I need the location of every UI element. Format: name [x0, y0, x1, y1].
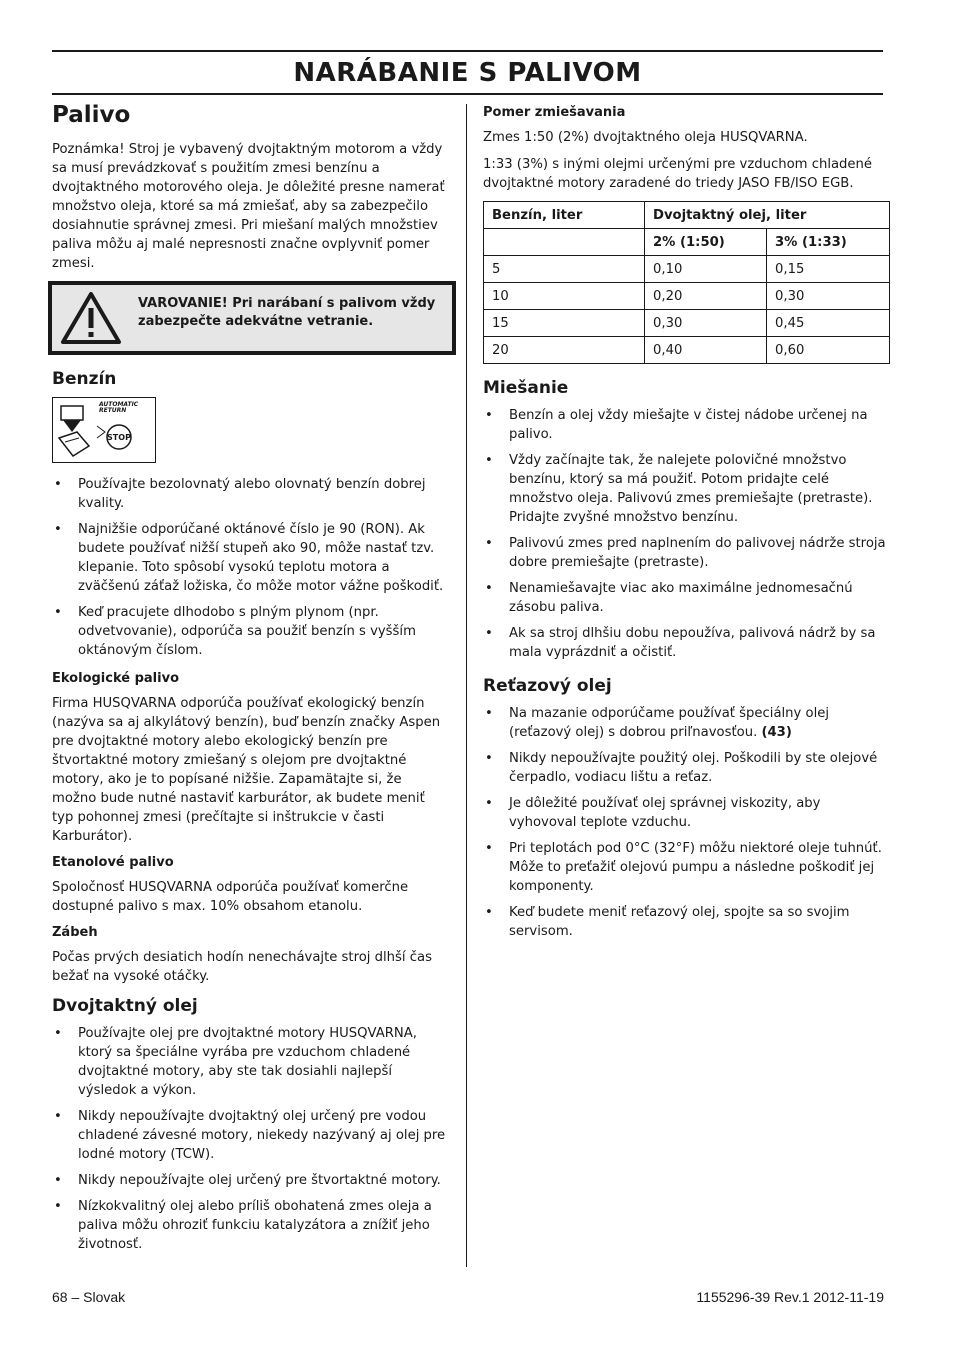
table-row [484, 256, 890, 283]
left-column [52, 100, 450, 1264]
list-item: • Používajte olej pre dvojtaktné motory HUSQVARNA, ktorý sa špeciálne vyrába pre vzduchom chladené dvojtaktné motory, aby ste tak dosiahli najlepší výsledok a výkon. [54, 1026, 417, 1098]
dvojtaktny-list [52, 1024, 450, 1254]
subheading-pomer: Pomer zmiešavania [483, 105, 626, 120]
list-item: • Keď budete meniť reťazový olej, spojte sa so svojim servisom. [485, 905, 850, 939]
footer-doc-id: 1155296-39 Rev.1 2012-11-19 [696, 1289, 884, 1305]
section-heading-benzin: Benzín [52, 369, 117, 389]
table-cell: 5 [484, 256, 645, 283]
list-item: • Keď pracujete dlhodobo s plným plynom (npr. odvetvovanie), odporúča sa použiť benzín s vyšším oktánovým číslom. [54, 605, 416, 658]
section-heading-palivo: Palivo [52, 102, 131, 128]
table-cell: 20 [484, 337, 645, 364]
list-item: • Pri teplotách pod 0°C (32°F) môžu niektoré oleje tuhnúť. Môže to preťažiť olejovú pumpu a následne poškodiť jej komponenty. [485, 841, 882, 894]
warning-text: VAROVANIE! Pri narábaní s palivom vždy zabezpečte adekvátne vetranie. [138, 296, 436, 329]
page-title: NARÁBANIE S PALIVOM [293, 58, 642, 88]
mix-ratio-table [483, 201, 890, 364]
retazovy-list [483, 704, 889, 941]
table-row [484, 310, 890, 337]
miesanie-list [483, 406, 889, 662]
table-row [484, 283, 890, 310]
table-cell: 0,15 [767, 256, 890, 283]
list-item: • Vždy začínajte tak, že nalejete polovičné množstvo benzínu, ktorý sa má použiť. Potom pridajte celé množstvo oleja. Palivovú zmes premiešajte (pretraste). Pridajte zvyšné množstvo benzínu. [485, 453, 873, 525]
subheading-etanol: Etanolové palivo [52, 855, 174, 870]
column-divider [466, 104, 467, 1267]
list-item: • Benzín a olej vždy miešajte v čistej nádobe určenej na palivo. [485, 408, 868, 442]
list-item: • Nízkokvalitný olej alebo príliš obohatená zmes oleja a paliva môžu ohroziť funkciu katalyzátora a znížiť jeho životnosť. [54, 1199, 432, 1252]
section-heading-miesanie: Miešanie [483, 378, 569, 398]
table-subheader-empty [484, 229, 645, 256]
warning-box [48, 281, 456, 355]
subheading-zabeh: Zábeh [52, 925, 98, 940]
list-item: • Nikdy nepoužívajte olej určený pre štvortaktné motory. [54, 1173, 441, 1188]
list-item: • Nikdy nepoužívajte dvojtaktný olej určený pre vodou chladené závesné motory, niekedy nazývaný aj olej pre lodné motory (TCW). [54, 1109, 446, 1162]
section-heading-retazovy: Reťazový olej [483, 676, 612, 696]
section-heading-dvojtaktny: Dvojtaktný olej [52, 996, 198, 1016]
zabeh-text: Počas prvých desiatich hodín nenechávajte stroj dlhší čas bežať na vysoké otáčky. [52, 950, 432, 984]
table-cell: 0,30 [767, 283, 890, 310]
warning-triangle-icon [60, 291, 122, 345]
pomer-text-2: 1:33 (3%) s inými olejmi určenými pre vzduchom chladené dvojtaktné motory zaradené do triedy JASO FB/ISO EGB. [483, 157, 873, 191]
table-row [484, 337, 890, 364]
pomer-text-1: Zmes 1:50 (2%) dvojtaktného oleja HUSQVARNA. [483, 130, 808, 145]
subheading-eko: Ekologické palivo [52, 671, 179, 686]
figure-reference: (43) [761, 725, 792, 740]
palivo-note: Poznámka! Stroj je vybavený dvojtaktným motorom a vždy sa musí prevádzkovať s použitím zmesi benzínu a dvojtaktného motorového oleja. Je dôležité presne namerať množstvo oleja, ktoré sa má zmiešať, aby sa zabezpečilo dosiahnutie správnej zmesi. Pri miešaní malých množstiev paliva môžu aj malé nepresnosti značne ovplyvniť pomer zmesi. [52, 142, 445, 271]
list-item: • Nikdy nepoužívajte použitý olej. Poškodili by ste olejové čerpadlo, vodiacu lištu a reťaz. [485, 751, 878, 785]
table-cell: 0,40 [645, 337, 767, 364]
table-cell: 0,45 [767, 310, 890, 337]
eko-text: Firma HUSQVARNA odporúča používať ekologický benzín (nazýva sa aj alkylátový benzín), buď benzín značky Aspen pre dvojtaktné motory alebo ekologický benzín pre štvortaktné motory zmiešaný s olejom pre dvojtaktné motory, ako je to popísané nižšie. Zapamätajte si, že možno bude nutné nastaviť karburátor, ak budete meniť typ pohonnej zmesi (prečítajte si inštrukcie v časti Karburátor). [52, 696, 441, 844]
list-item: • Na mazanie odporúčame používať špeciálny olej (reťazový olej) s dobrou priľnavosťou. (43) [485, 706, 830, 740]
top-rule [52, 50, 883, 52]
list-item: • Používajte bezolovnatý alebo olovnatý benzín dobrej kvality. [54, 477, 426, 511]
list-item: • Najnižšie odporúčané oktánové číslo je 90 (RON). Ak budete používať nižší stupeň ako 90, môže nastať tzv. klepanie. Toto spôsobí vysokú teplotu motora a zväčšenú záťaž ložiska, čo môže motor vážne poškodiť. [54, 522, 444, 594]
title-rule [52, 93, 883, 95]
list-item: • Je dôležité používať olej správnej viskozity, aby vyhovoval teplote vzduchu. [485, 796, 821, 830]
list-item: • Ak sa stroj dlhšiu dobu nepoužíva, palivová nádrž by sa mala vyprázdniť a očistiť. [485, 626, 876, 660]
table-cell: 0,30 [645, 310, 767, 337]
fuel-pump-icon [52, 397, 156, 463]
table-cell: 0,20 [645, 283, 767, 310]
footer-page-number: 68 – Slovak [52, 1289, 126, 1305]
table-cell: 10 [484, 283, 645, 310]
table-cell: 0,10 [645, 256, 767, 283]
table-cell: 0,60 [767, 337, 890, 364]
list-item: • Nenamiešavajte viac ako maximálne jednomesačnú zásobu paliva. [485, 581, 853, 615]
right-column [483, 104, 889, 951]
table-header-benzin: Benzín, liter [484, 202, 645, 229]
table-subheader-row [484, 229, 890, 256]
list-item: • Palivovú zmes pred naplnením do palivovej nádrže stroja dobre premiešajte (pretraste). [485, 536, 886, 570]
table-header-olej: Dvojtaktný olej, liter [645, 202, 890, 229]
table-header-row [484, 202, 890, 229]
table-subheader-3pct: 3% (1:33) [767, 229, 890, 256]
table-subheader-2pct: 2% (1:50) [645, 229, 767, 256]
etanol-text: Spoločnosť HUSQVARNA odporúča používať komerčne dostupné palivo s max. 10% obsahom etanolu. [52, 880, 409, 914]
table-cell: 15 [484, 310, 645, 337]
automatic-return-label: AUTOMATIC RETURN [99, 401, 139, 414]
stop-sign-text: STOP [107, 433, 131, 442]
benzin-list [52, 475, 450, 660]
